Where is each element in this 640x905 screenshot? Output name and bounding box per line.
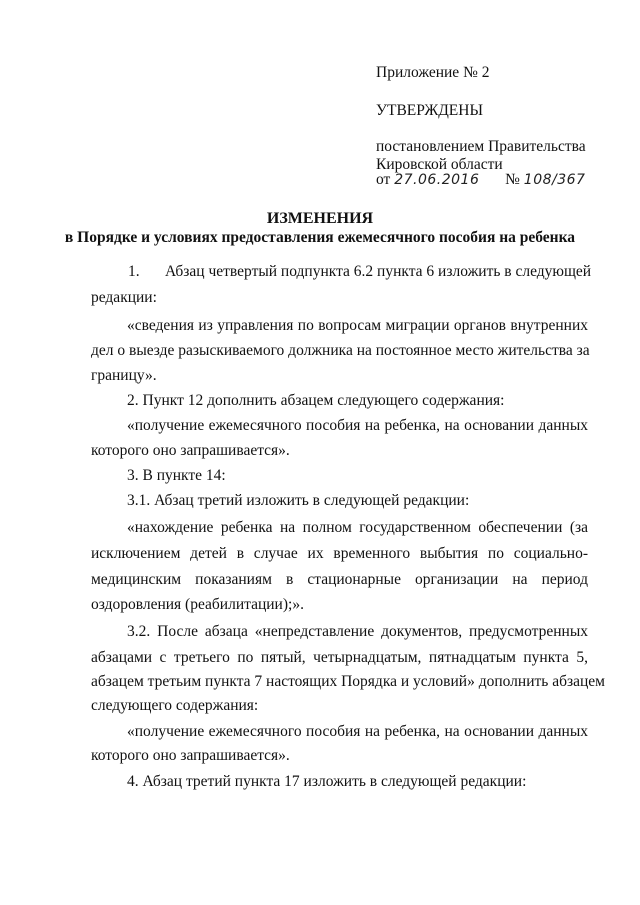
quote-2-line-1: «получение ежемесячного пособия на ребенка, на основании данных bbox=[127, 417, 588, 434]
quote-1-line-1: «сведения из управления по вопросам миграции органов внутренних bbox=[127, 317, 588, 334]
quote-3-line-2: исключением детей в случае их временного выбытия по социально- bbox=[91, 545, 588, 562]
item-1-line-2: редакции: bbox=[91, 289, 157, 306]
handwritten-number: 108/367 bbox=[523, 172, 586, 188]
item-1-number: 1. bbox=[128, 263, 140, 280]
document-subtitle: в Порядке и условиях предоставления ежемесячного пособия на ребенка bbox=[64, 229, 576, 246]
document-title: ИЗМЕНЕНИЯ bbox=[266, 210, 374, 227]
item-1-line-1: Абзац четвертый подпункта 6.2 пункта 6 изложить в следующей bbox=[165, 263, 592, 280]
item-3-2-line-3: абзацем третьим пункта 7 настоящих Порядка и условий» дополнить абзацем bbox=[91, 673, 605, 690]
quote-4-line-1: «получение ежемесячного пособия на ребенка, на основании данных bbox=[127, 723, 588, 740]
appendix-label: Приложение № 2 bbox=[376, 64, 490, 81]
quote-1-line-2: дел о выезде разыскиваемого должника на постоянное место жительства за bbox=[91, 342, 590, 359]
item-3-2-line-2: абзацами с третьего по пятый, четырнадцатым, пятнадцатым пункта 5, bbox=[91, 649, 588, 666]
quote-4-line-2: которого оно запрашивается». bbox=[91, 747, 290, 764]
item-3-2-line-1: 3.2. После абзаца «непредставление документов, предусмотренных bbox=[127, 623, 588, 640]
decree-line-1: постановлением Правительства bbox=[376, 138, 586, 155]
quote-3-line-1: «нахождение ребенка на полном государственном обеспечении (за bbox=[127, 519, 588, 536]
item-3: 3. В пункте 14: bbox=[127, 467, 226, 484]
quote-3-line-3: медицинским показаниям в стационарные организации на период bbox=[91, 571, 588, 588]
item-4: 4. Абзац третий пункта 17 изложить в следующей редакции: bbox=[127, 773, 527, 790]
approved-label: УТВЕРЖДЕНЫ bbox=[376, 102, 483, 119]
number-prefix: № bbox=[505, 171, 520, 188]
decree-date-line bbox=[376, 171, 585, 189]
decree-line-2: Кировской области bbox=[376, 156, 503, 173]
handwritten-date: 27.06.2016 bbox=[394, 172, 480, 188]
item-3-2-line-4: следующего содержания: bbox=[91, 697, 259, 714]
quote-2-line-2: которого оно запрашивается». bbox=[91, 442, 290, 459]
date-prefix: от bbox=[376, 171, 391, 188]
quote-3-line-4: оздоровления (реабилитации);». bbox=[91, 596, 304, 613]
item-2: 2. Пункт 12 дополнить абзацем следующего содержания: bbox=[127, 392, 505, 409]
item-3-1: 3.1. Абзац третий изложить в следующей редакции: bbox=[127, 492, 470, 509]
quote-1-line-3: границу». bbox=[91, 367, 157, 384]
